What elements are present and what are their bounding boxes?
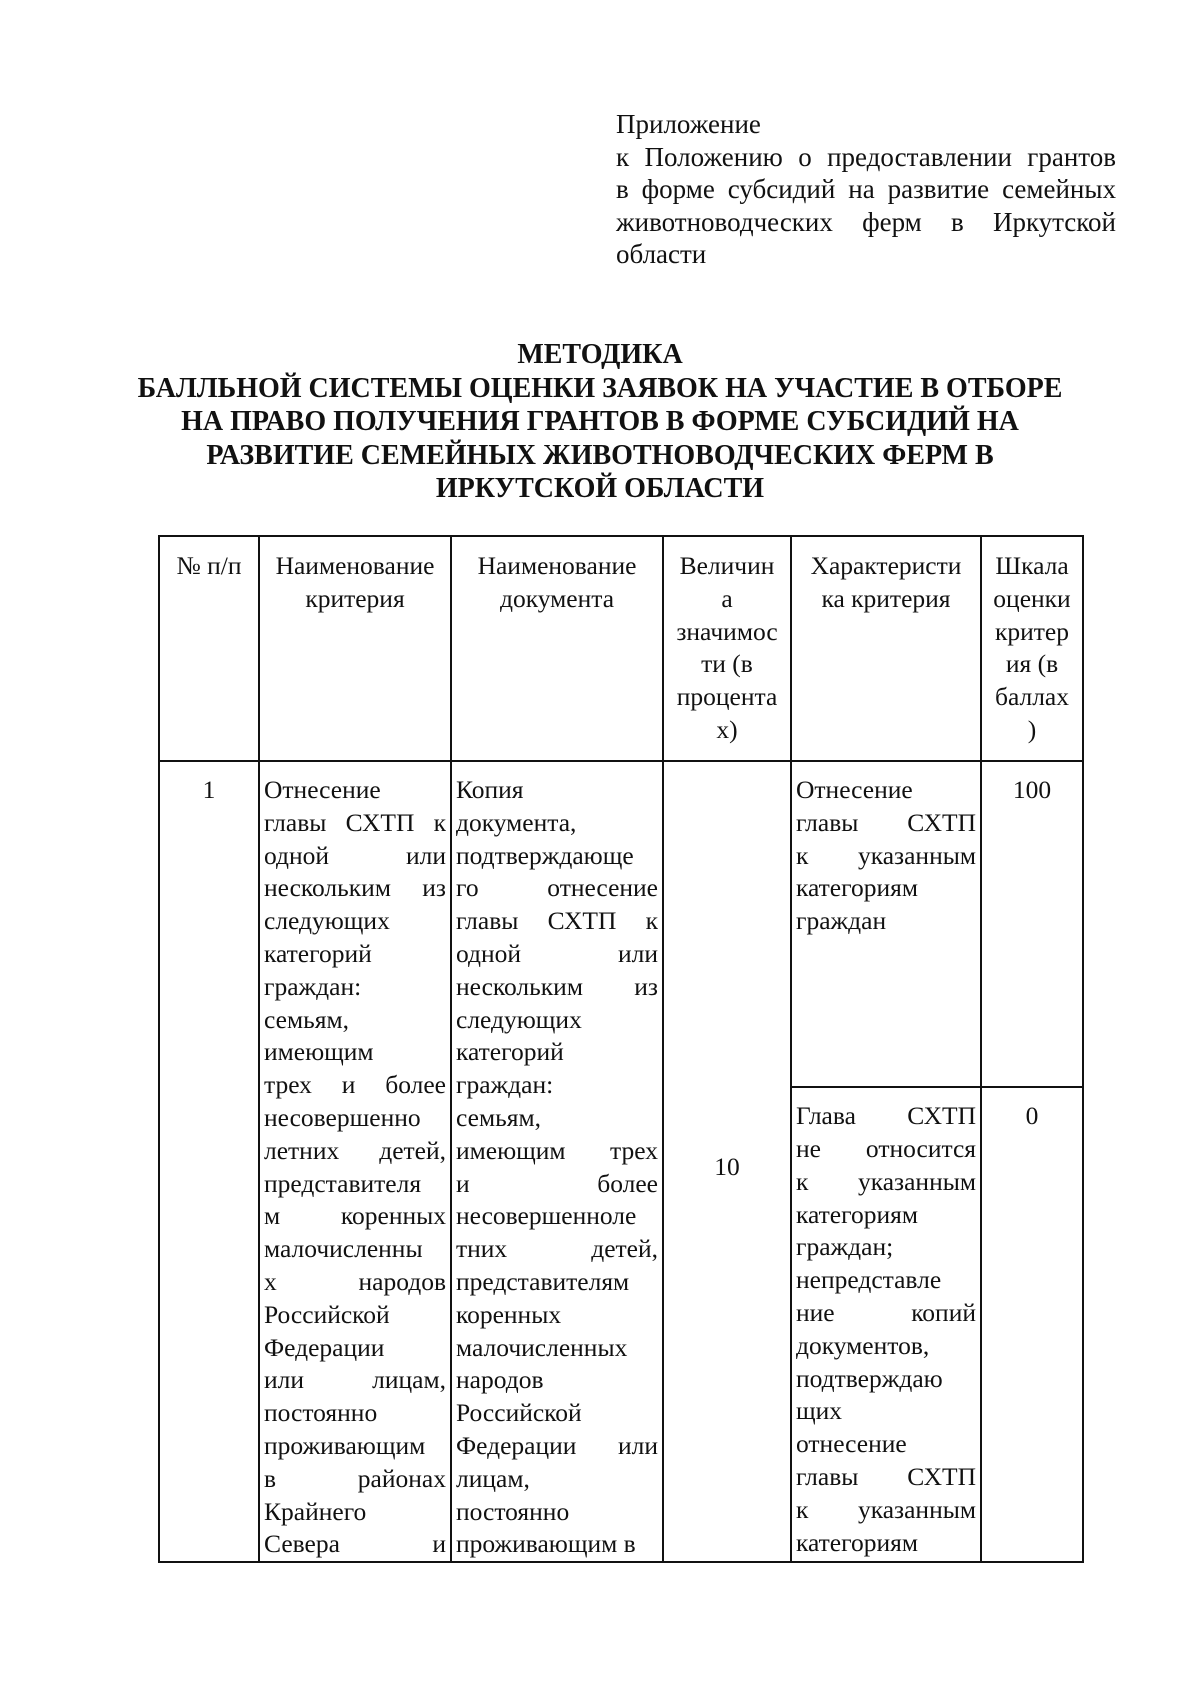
cell-text-line: главы СХТП к <box>264 807 446 837</box>
appendix-line: области <box>616 239 707 269</box>
document-title <box>130 338 1070 506</box>
criteria-table <box>158 535 1084 1563</box>
cell-text-line: несовершенноле <box>456 1201 637 1231</box>
cell-text-line: имеющим <box>264 1037 374 1067</box>
title-line: НА ПРАВО ПОЛУЧЕНИЯ ГРАНТОВ В ФОРМЕ СУБСИДИЙ НА <box>181 406 1019 437</box>
cell-text-line: проживающим в <box>456 1529 636 1559</box>
cell-text-line: коренных <box>456 1299 562 1329</box>
cell-text-line: Глава СХТП <box>796 1101 976 1131</box>
header-document: Наименование документа <box>451 536 663 761</box>
cell-text-line: ние копий <box>796 1297 976 1327</box>
cell-text-line: постоянно <box>456 1496 570 1526</box>
score-cell: 0 <box>981 1087 1083 1562</box>
cell-text-line: следующих <box>264 906 390 936</box>
cell-text-line: к указанным <box>796 1166 976 1196</box>
title-line: МЕТОДИКА <box>517 339 683 370</box>
cell-text-line: щих <box>796 1396 843 1426</box>
cell-text-line: категориям <box>796 873 918 903</box>
cell-text-line: граждан: <box>264 971 362 1001</box>
criterion-cell <box>259 761 451 1562</box>
table-header-row <box>159 536 1083 761</box>
cell-text-line: одной или <box>264 840 446 870</box>
cell-text-line: граждан; <box>796 1232 894 1262</box>
title-line: БАЛЛЬНОЙ СИСТЕМЫ ОЦЕНКИ ЗАЯВОК НА УЧАСТИЕ В ОТБОРЕ <box>137 372 1063 404</box>
cell-text-line: категорий <box>264 938 372 968</box>
cell-text-line: граждан: <box>456 1070 554 1100</box>
title-line: РАЗВИТИЕ СЕМЕЙНЫХ ЖИВОТНОВОДЧЕСКИХ ФЕРМ В <box>206 439 994 471</box>
cell-text-line: Отнесение <box>264 775 381 804</box>
cell-text-line: Крайнего <box>264 1496 367 1526</box>
cell-text-line: представителям <box>456 1266 630 1296</box>
cell-text-line: главы СХТП <box>796 1461 976 1491</box>
characteristic-cell <box>791 1087 981 1562</box>
cell-text-line: не относится <box>796 1134 976 1163</box>
cell-text-line: и более <box>456 1168 658 1198</box>
cell-text-line: подтверждающе <box>456 840 634 870</box>
cell-text-line: го отнесение <box>456 873 658 903</box>
score-cell: 100 <box>981 761 1083 1087</box>
appendix-line: Приложение <box>616 109 761 139</box>
cell-text-line: Отнесение <box>796 775 913 804</box>
cell-text-line: представителя <box>264 1168 422 1198</box>
cell-text-line: Российской <box>264 1299 390 1329</box>
cell-text-line: главы СХТП к <box>456 906 658 936</box>
cell-text-line: летних детей, <box>264 1135 446 1165</box>
appendix-block <box>616 108 1116 271</box>
cell-text-line: имеющим трех <box>456 1135 658 1165</box>
cell-text-line: м коренных <box>264 1201 446 1231</box>
appendix-line: в форме субсидий на развитие семейных <box>616 174 1116 204</box>
cell-text-line: постоянно <box>264 1398 378 1428</box>
appendix-line: животноводческих ферм в Иркутской <box>616 206 1116 237</box>
cell-text-line: проживающим <box>264 1430 426 1460</box>
cell-text-line: х народов <box>264 1266 446 1296</box>
cell-text-line: документов, <box>796 1330 930 1360</box>
cell-text-line: несовершенно <box>264 1102 421 1132</box>
cell-text-line: нескольким из <box>456 971 658 1001</box>
cell-text-line: категорий <box>456 1037 564 1067</box>
cell-text-line: малочисленных <box>456 1332 628 1362</box>
cell-text-line: семьям, <box>264 1004 349 1034</box>
cell-text-line: трех и более <box>264 1070 446 1100</box>
cell-text-line: Севера и <box>264 1529 446 1559</box>
cell-text-line: нескольким из <box>264 873 446 903</box>
header-scale: Шкала оценки критер ия (в баллах ) <box>981 536 1083 761</box>
cell-text-line: в районах <box>264 1463 446 1493</box>
cell-text-line: документа, <box>456 807 577 837</box>
header-criterion: Наименование критерия <box>259 536 451 761</box>
cell-text-line: подтверждаю <box>796 1363 943 1393</box>
cell-text-line: к указанным <box>796 1494 976 1524</box>
row-number: 1 <box>159 761 259 1562</box>
cell-text-line: следующих <box>456 1004 582 1034</box>
cell-text-line: тних детей, <box>456 1234 658 1264</box>
cell-text-line: категориям <box>796 1199 918 1229</box>
cell-text-line: граждан <box>796 906 887 936</box>
cell-text-line: к указанным <box>796 840 976 870</box>
cell-text-line: главы СХТП <box>796 807 976 837</box>
cell-text-line: Федерации или <box>456 1430 658 1460</box>
cell-text-line: категориям <box>796 1527 918 1557</box>
cell-text-line: отнесение <box>796 1429 907 1459</box>
cell-text-line: Федерации <box>264 1332 385 1362</box>
cell-text-line: народов <box>456 1365 544 1395</box>
table-row <box>159 761 1083 1087</box>
header-weight: Величин а значимос ти (в процента х) <box>663 536 791 761</box>
cell-text-line: непредставле <box>796 1265 942 1295</box>
cell-text-line: Российской <box>456 1398 582 1428</box>
title-line: ИРКУТСКОЙ ОБЛАСТИ <box>435 473 765 504</box>
header-characteristic: Характеристи ка критерия <box>791 536 981 761</box>
cell-text-line: малочисленны <box>264 1234 423 1264</box>
cell-text-line: Копия <box>456 775 524 804</box>
document-cell <box>451 761 663 1562</box>
cell-text-line: или лицам, <box>264 1365 446 1395</box>
weight-cell: 10 <box>663 761 791 1562</box>
cell-text-line: лицам, <box>456 1463 530 1493</box>
header-num: № п/п <box>159 536 259 761</box>
cell-text-line: семьям, <box>456 1102 541 1132</box>
cell-text-line: одной или <box>456 938 658 968</box>
appendix-line: к Положению о предоставлении грантов <box>616 141 1116 172</box>
characteristic-cell <box>791 761 981 1087</box>
